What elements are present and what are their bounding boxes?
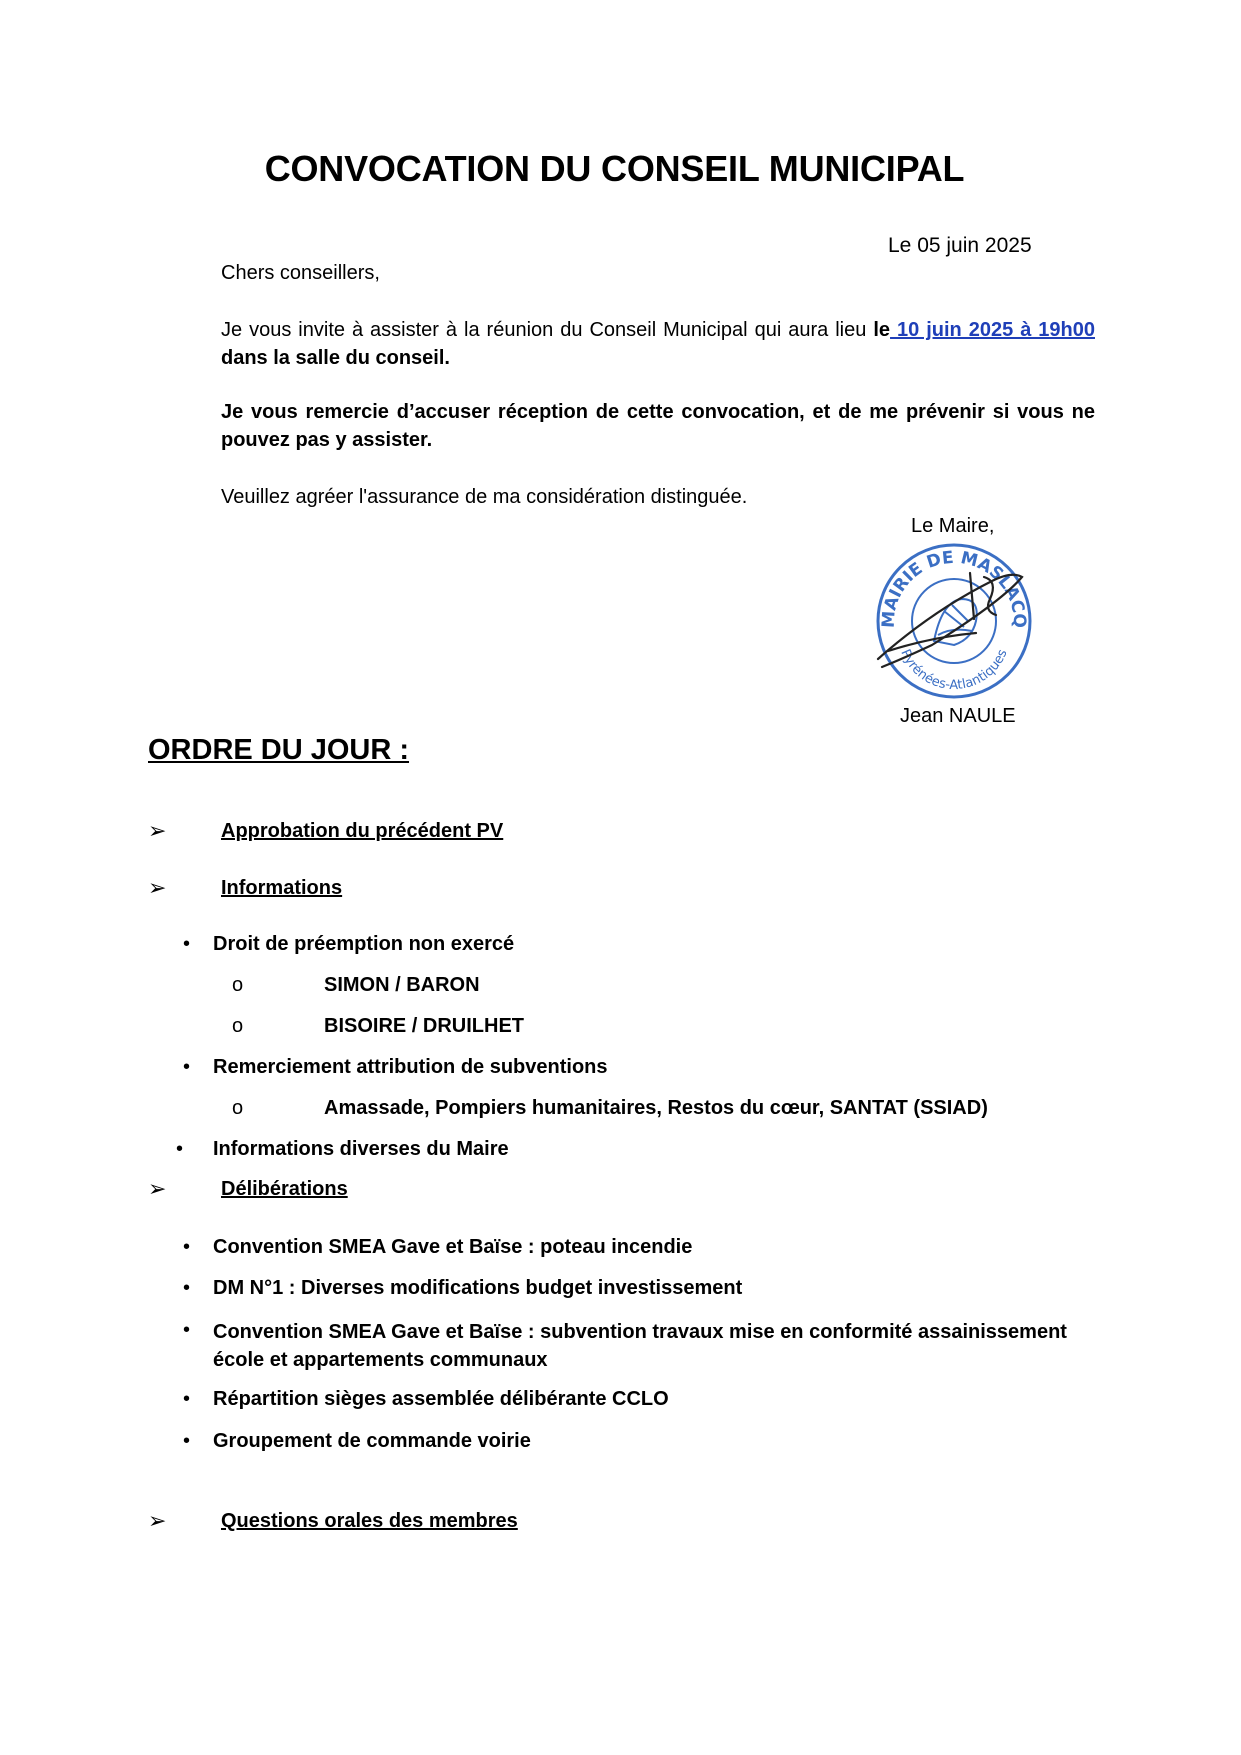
invitation-lead: Je vous invite à assister à la réunion du Conseil Municipal qui aura lieu <box>221 319 874 341</box>
agenda-item: Groupement de commande voirie <box>213 1430 531 1452</box>
bullet-icon: • <box>183 1056 191 1078</box>
arrow-bullet-icon: ➢ <box>148 818 167 843</box>
agenda-item: Remerciement attribution de subventions <box>213 1056 608 1078</box>
bullet-icon: • <box>183 1388 191 1410</box>
agenda-subitem: SIMON / BARON <box>324 974 480 996</box>
invitation-paragraph <box>221 316 1095 372</box>
closing-paragraph: Veuillez agréer l'assurance de ma considération distinguée. <box>221 486 748 508</box>
agenda-subitem: Amassade, Pompiers humanitaires, Restos du cœur, SANTAT (SSIAD) <box>324 1097 988 1119</box>
agenda-section-title: Questions orales des membres <box>221 1510 518 1532</box>
bullet-icon: • <box>183 933 191 955</box>
agenda-section-title: Informations <box>221 877 343 899</box>
arrow-bullet-icon: ➢ <box>148 1508 167 1533</box>
sub-bullet-icon: o <box>232 974 244 996</box>
agenda-item: Répartition sièges assemblée délibérante CCLO <box>213 1388 669 1410</box>
svg-text:MAIRIE DE MASLACQ <box>879 548 1030 629</box>
arrow-bullet-icon: ➢ <box>148 1176 167 1201</box>
agenda-section-title: Délibérations <box>221 1178 348 1200</box>
agenda-item <box>213 1318 1073 1374</box>
sub-bullet-icon: o <box>232 1097 244 1119</box>
mayor-stamp <box>872 541 1036 701</box>
agenda-item: Informations diverses du Maire <box>213 1138 509 1160</box>
stamp-text-bottom: Pyrénées-Atlantiques <box>897 647 1011 694</box>
agenda-section-title: Approbation du précédent PV <box>221 820 504 842</box>
agenda-item: DM N°1 : Diverses modifications budget investissement <box>213 1277 743 1299</box>
arrow-bullet-icon: ➢ <box>148 875 167 900</box>
bullet-icon: • <box>183 1319 191 1341</box>
agenda-item: Convention SMEA Gave et Baïse : poteau incendie <box>213 1236 693 1258</box>
bullet-icon: • <box>183 1277 191 1299</box>
sub-bullet-icon: o <box>232 1015 244 1037</box>
signatory-role: Le Maire, <box>911 515 995 537</box>
acknowledgement-paragraph: Je vous remercie d’accuser réception de cette convocation, et de me prévenir si vous ne pouvez pas y assister. <box>221 401 1095 451</box>
agenda-subitem: BISOIRE / DRUILHET <box>324 1015 525 1037</box>
agenda-item-text: Convention SMEA Gave et Baïse : subvention travaux mise en conformité assainissement école et appartements communaux <box>213 1321 1067 1371</box>
bullet-icon: • <box>183 1236 191 1258</box>
page-title: CONVOCATION DU CONSEIL MUNICIPAL <box>264 148 965 189</box>
stamp-text-top: MAIRIE DE MASLACQ <box>878 547 1030 629</box>
agenda-item: Droit de préemption non exercé <box>213 933 515 955</box>
meeting-place: dans la salle du conseil. <box>221 347 450 369</box>
letter-date: Le 05 juin 2025 <box>888 234 1032 257</box>
signatory-name: Jean NAULE <box>900 705 1016 727</box>
invitation-le: le <box>873 319 891 341</box>
bullet-icon: • <box>183 1430 191 1452</box>
bullet-icon: • <box>176 1138 184 1160</box>
salutation: Chers conseillers, <box>221 262 380 284</box>
agenda-heading: ORDRE DU JOUR : <box>148 734 410 766</box>
meeting-datetime-link[interactable]: 10 juin 2025 à 19h00 <box>890 319 1095 341</box>
